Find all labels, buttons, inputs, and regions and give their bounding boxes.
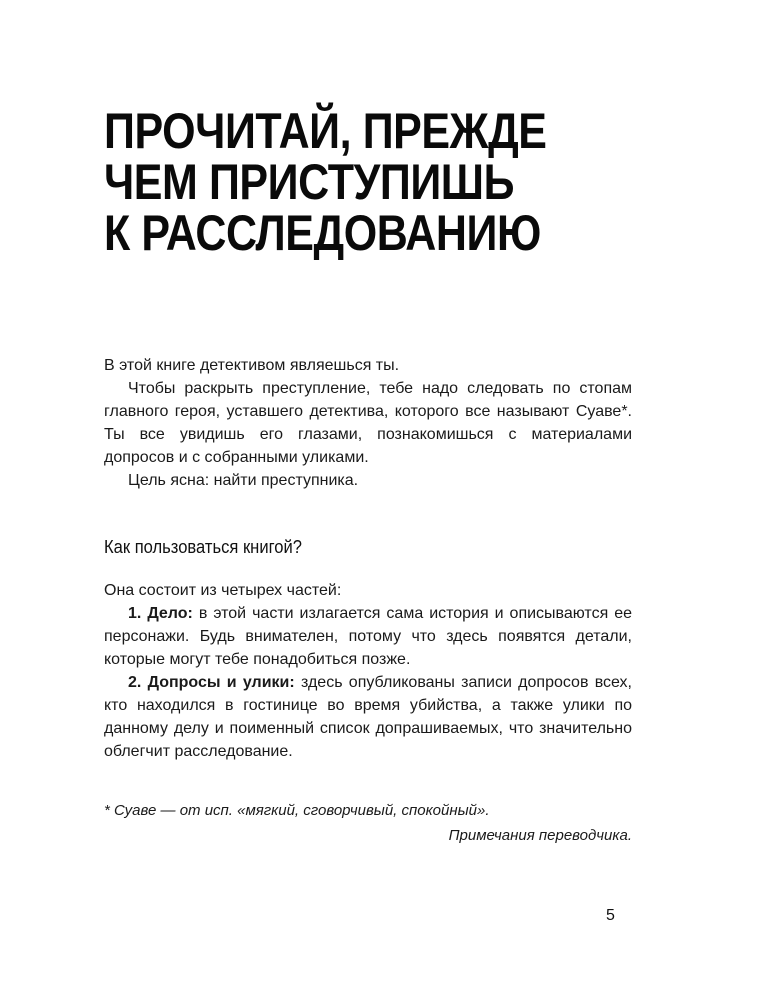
title-line-2: ЧЕМ ПРИСТУПИШЬ [104,154,515,210]
section-heading: Как пользоваться книгой? [104,537,302,557]
intro-paragraph-1: В этой книге детективом являешься ты. [104,357,400,374]
title-line-1: ПРОЧИТАЙ, ПРЕЖДЕ [104,103,547,159]
part-item-2-label: 2. Допросы и улики: [128,674,295,691]
part-item-1-label: 1. Дело: [128,605,193,622]
part-item-1-text: в этой части излагается сама история и описываются ее персонажи. Будь внимателен, потому что здесь появятся детали, которые могут тебе понадобиться позже. [104,605,633,668]
parts-section [104,579,632,763]
footnote-source: Примечания переводчика. [448,827,632,844]
page-title [104,103,547,261]
part-item-1 [104,602,632,671]
intro-paragraph-2: Чтобы раскрыть преступление, тебе надо следовать по стопам главного героя, уставшего детектива, которого все называют Суаве*. Ты все увидишь его глазами, познакомишься с материалами допросов и с собранными уликами. [104,380,632,466]
footnote [104,798,632,848]
parts-lead: Она состоит из четырех частей: [104,582,342,599]
part-item-2-text: здесь опубликованы записи допросов всех, кто находился в гостинице во время убийства, а также улики по данному делу и поименный список допрашиваемых, что значительно облегчит расследование. [104,674,633,760]
part-item-2 [104,671,632,763]
title-line-3: К РАССЛЕДОВАНИЮ [104,205,541,261]
footnote-text: * Суаве — от исп. «мягкий, сговорчивый, спокойный». [104,802,490,819]
page-number: 5 [606,907,615,924]
intro-section [104,354,632,492]
intro-paragraph-3: Цель ясна: найти преступника. [128,472,359,489]
